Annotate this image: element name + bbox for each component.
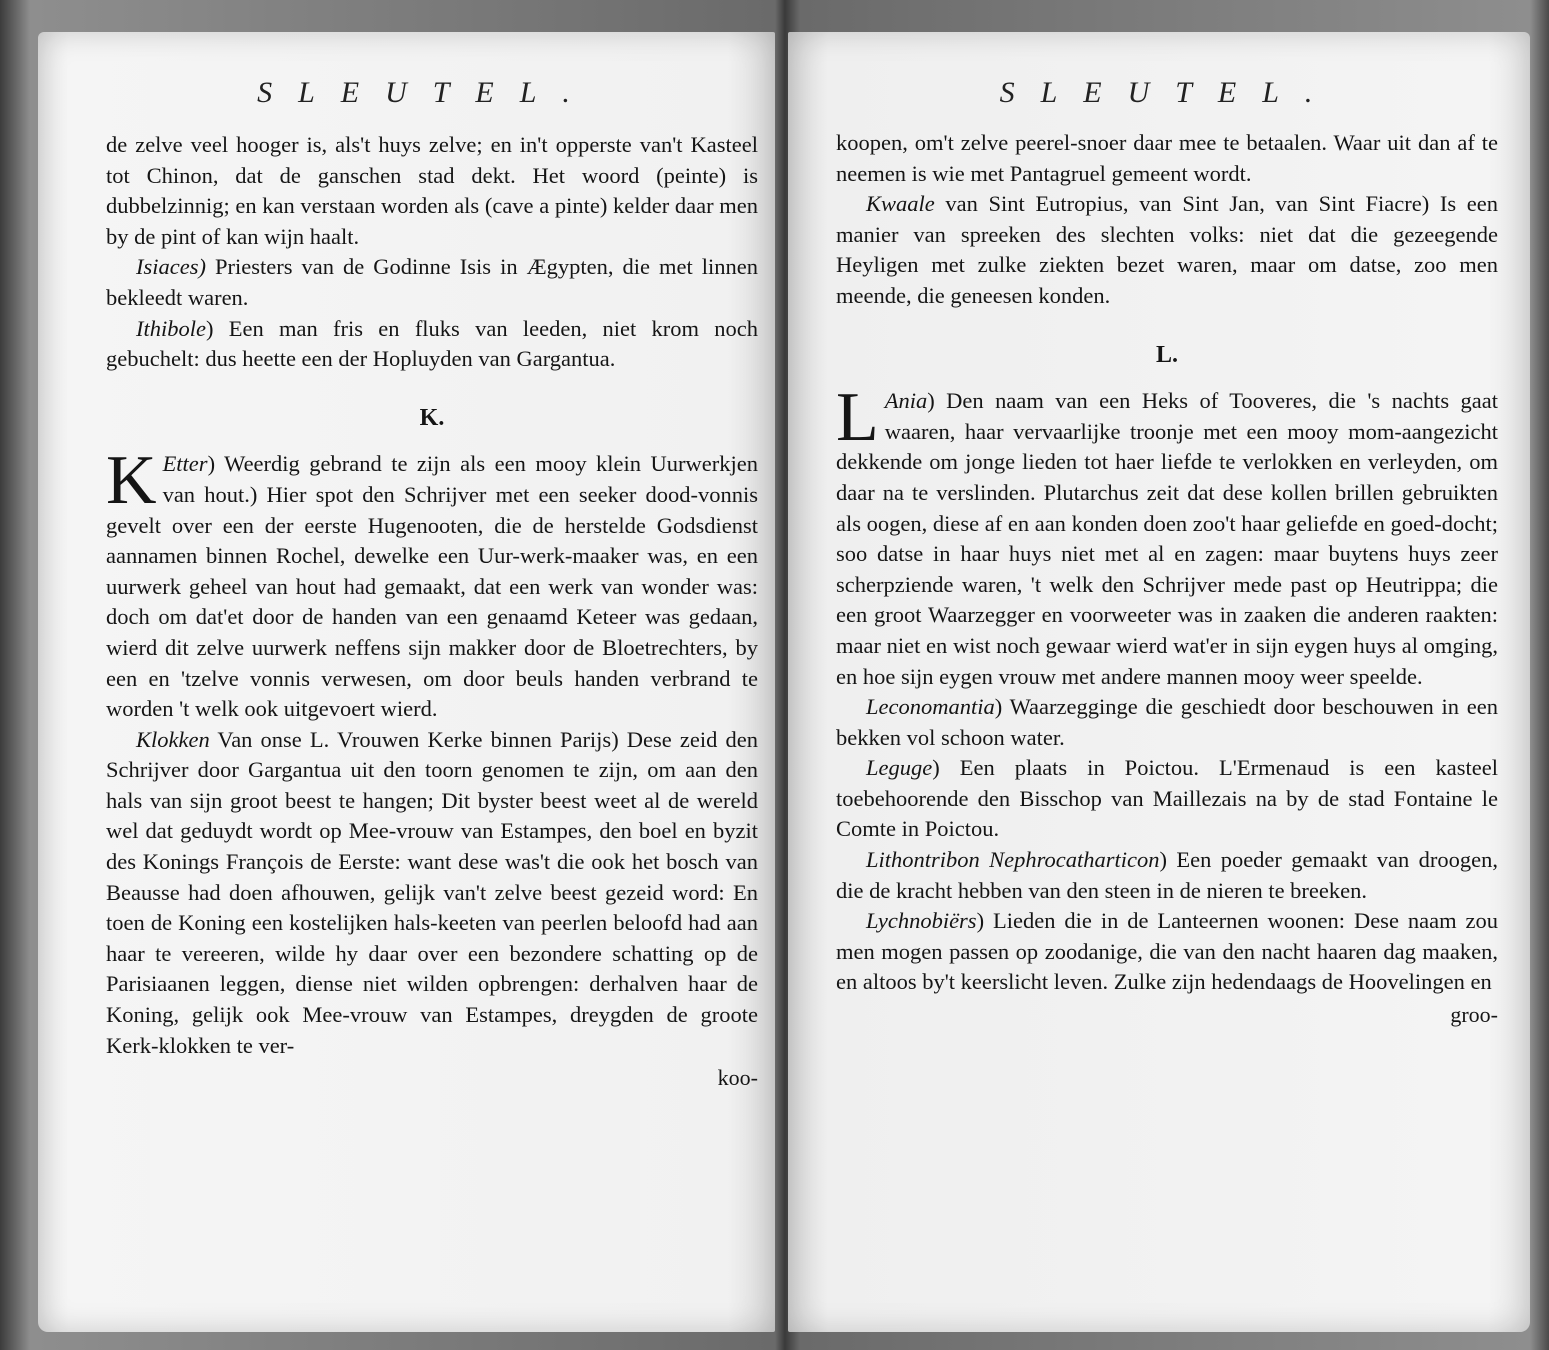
entry-ketter [106,442,758,724]
catchword: groo- [1450,1002,1498,1028]
continuation-paragraph: koopen, om't zelve peerel-snoer daar mee te betaalen. Waar uit dan af te neemen is wie met Pantagruel gemeent wordt. [836,130,1498,186]
entry-term: Leguge [866,755,933,781]
entry-ithibole [106,314,758,375]
entry-text: ) Den naam van een Heks of Tooveres, die 's nachts gaat waaren, haar vervaarlijke troonje met een mooy mom-aangezicht dekkende om jonge lieden tot haer liefde te verlokken en verleyden, om daar na te verslinden. Plutarchus zeit dat dese kollen brillen gebruikten als oogen, diese af en aan konden doen zoo't haar geliefde en goed-docht; soo datse in haar huys niet met al en zagen: maar buytens huys zeer scherpziende waren, 't welk den Schrijver mede past op Heutrippa; die een groot Waarzegger en voorweeter was in zaaken die anderen raakten: maar niet en wist noch gewaar wierd wat'er in sijn eygen huys al omging, en hoe sijn eygen vrouw met andere mannen mooy weer speelde. [836,388,1498,689]
entry-text: ) Waarzegginge die geschiedt door beschouwen in een bekken vol schoon water. [836,694,1498,750]
entry-term: Isiaces) [136,254,206,280]
entry-lithontribon [836,845,1498,906]
running-header: SLEUTEL. [257,76,596,109]
entry-term: Ania [884,388,928,414]
entry-kwaale [836,189,1498,311]
drop-cap: K [106,442,157,520]
entry-term: Klokken [136,726,210,752]
entry-term: Leconomantia [866,694,995,720]
entry-klokken [106,725,758,1062]
entry-lania [836,379,1498,692]
entry-text: van Sint Eutropius, van Sint Jan, van Sint Fiacre) Is een manier van spreeken des slechten volks: niet dat die gezeegende Heyligen met zulke ziekten bezet waren, maar om datse, zoo men meende, die geneesen konden. [836,191,1498,308]
continuation-paragraph: de zelve veel hooger is, als't huys zelve; en in't opperste van't Kasteel tot Chinon, dat de ganschen stad dekt. Het woord (peinte) is dubbelzinnig; en kan verstaan worden als (cave a pinte) kelder daar men by de pint of kan wijn haalt. [106,132,758,249]
drop-cap: L [836,379,879,457]
text-column [106,130,758,1094]
entry-term: Lithontribon Nephrocatharticon [866,847,1160,873]
entry-text: Priesters van de Godinne Isis in Ægypten, die met linnen bekleedt waren. [106,254,758,310]
entry-term: Lychnobiërs [866,908,977,934]
entry-text: ) Lieden die in de Lanteernen woonen: Dese naam zou men mogen passen op zoodanige, die van den nacht haaren dag maaken, en altoos by't keerslicht leven. Zulke zijn hedendaags de Hoovelingen en [836,908,1498,995]
text-column [836,128,1498,1031]
section-heading-l: L. [1155,341,1178,368]
entry-text: ) Een poeder gemaakt van droogen, die de kracht hebben van den steen in de nieren te breeken. [836,847,1498,903]
entry-text: ) Weerdig gebrand te zijn als een mooy klein Uurwerkjen van hout.) Hier spot den Schrijver met een seeker dood-vonnis gevelt over een der eerste Hugenooten, die de herstelde Godsdienst aannamen binnen Rochel, dewelke een Uur-werk-maaker was, en een uurwerk geheel van hout had gemaakt, dat een werk van wonder was: doch om dat'et door de handen van een genaamd Keteer was gedaan, wierd dit zelve uurwerk neffens sijn makker door de Bloetrechters, by een en 'tzelve vonnis verwesen, om door beuls handen verbrand te worden 't welk ook uitgevoert wierd. [106,451,758,722]
entry-term: Kwaale [866,191,935,217]
running-header: SLEUTEL. [999,76,1339,109]
left-page [38,32,775,1332]
entry-leguge [836,753,1498,845]
entry-text: ) Een plaats in Poictou. L'Ermenaud is een kasteel toebehoorende den Bisschop van Maillezais na by de stad Fontaine le Comte in Poictou. [836,755,1498,842]
entry-term: Ithibole [136,315,206,341]
entry-lychnobiers [836,906,1498,998]
section-heading-k: K. [419,404,445,431]
entry-text: Van onse L. Vrouwen Kerke binnen Parijs) Dese zeid den Schrijver door Gargantua uit den toorn genomen te zijn, om aan den hals van sijn groot beest te hangen; Dit byster beest weet al de wereld wel dat geduydt wordt op Mee-vrouw van Estampes, den boel en byzit des Konings François de Eerste: want dese was't die ook het bosch van Beausse had doen afhouwen, gelijk van't zelve beest gezeid word: En toen de Koning een kostelijken hals-keeten van peerlen beloofd had aan haar te vereeren, wilde hy daar over een bezondere schatting op de Parisiaanen leggen, diense niet wilden opbrengen: derhalven haar de Koning, gelijk ook Mee-vrouw van Estampes, dreygden de groote Kerk-klokken te ver- [106,726,758,1058]
entry-leconomantia [836,692,1498,753]
entry-term: Etter [162,451,208,477]
entry-text: ) Een man fris en fluks van leeden, niet krom noch gebuchelt: dus heette een der Hopluyden van Gargantua. [106,315,758,372]
entry-isiaces [106,252,758,313]
catchword: koo- [717,1065,758,1091]
right-page [788,32,1530,1332]
